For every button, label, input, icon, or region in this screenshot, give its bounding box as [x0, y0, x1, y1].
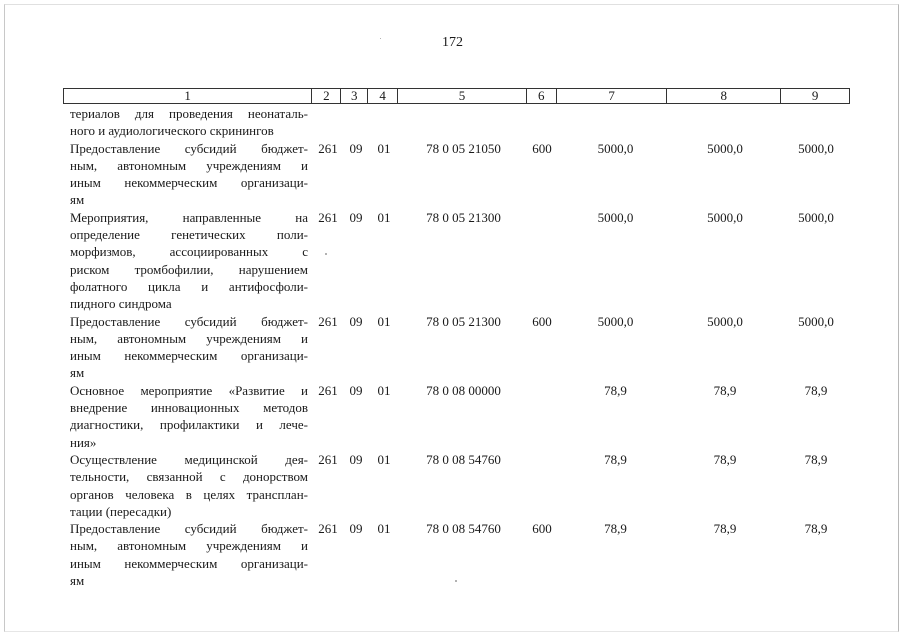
cell-code-5: 78 0 05 21300 [426, 313, 501, 329]
description-line: морфизмов, ассоциированных с [70, 244, 308, 260]
cell-amount-7: 5000,0 [597, 140, 634, 156]
description-line: Мероприятия, направленные на [70, 209, 308, 225]
cell-amount-7: 78,9 [604, 451, 627, 467]
cell-code-2: 261 [318, 209, 338, 225]
cell-code-4: 01 [377, 313, 391, 329]
description-line: Осуществление медицинской дея- [70, 451, 308, 467]
header-col-3: 3 [341, 89, 368, 103]
cell-amount-8: 5000,0 [707, 313, 743, 329]
description-line: териалов для проведения неонаталь- [70, 106, 308, 121]
cell-amount-9: 5000,0 [798, 140, 834, 156]
scan-speck [380, 38, 381, 39]
cell-amount-8: 5000,0 [707, 209, 743, 225]
cell-description [63, 140, 312, 209]
description-line: ным, автономным учреждениям и [70, 157, 308, 173]
header-col-1: 1 [64, 89, 312, 103]
table-row [63, 105, 850, 140]
cell-amount-8: 78,9 [713, 382, 737, 398]
cell-code-4: 01 [377, 382, 391, 398]
description-line: ным, автономным учреждениям и [70, 538, 308, 554]
cell-code-3: 09 [349, 521, 363, 537]
cell-amount-9: 5000,0 [798, 313, 834, 329]
cell-code-2: 261 [318, 521, 338, 537]
cell-amount-9: 5000,0 [798, 209, 834, 225]
description-line: тельности, связанной с донорством [70, 469, 308, 485]
cell-amount-7: 5000,0 [597, 313, 634, 329]
table-row [63, 209, 850, 313]
cell-description [63, 451, 312, 520]
cell-description [63, 382, 312, 451]
description-line: ния» [70, 434, 97, 450]
description-line: определение генетических поли- [70, 227, 308, 243]
cell-code-5: 78 0 08 00000 [426, 382, 501, 398]
cell-amount-9: 78,9 [804, 521, 828, 537]
description-line: риском тромбофилии, нарушением [70, 261, 308, 277]
header-col-4: 4 [368, 89, 398, 103]
cell-amount-9: 78,9 [804, 382, 828, 398]
table-row [63, 382, 850, 451]
header-col-8: 8 [667, 89, 781, 103]
cell-code-3: 09 [349, 140, 363, 156]
cell-code-5: 78 0 08 54760 [426, 521, 501, 537]
description-line: ям [70, 192, 85, 208]
cell-code-4: 01 [377, 521, 391, 537]
scan-speck [455, 580, 457, 582]
description-line: Предоставление субсидий бюджет- [70, 140, 308, 156]
cell-amount-8: 78,9 [713, 521, 737, 537]
cell-amount-9: 78,9 [804, 451, 828, 467]
description-line: тации (пересадки) [70, 503, 172, 519]
table-row [63, 520, 850, 589]
cell-amount-7: 78,9 [604, 382, 627, 398]
table-header [63, 88, 850, 104]
cell-description [63, 209, 312, 313]
description-line: диагностики, профилактики и лече- [70, 417, 308, 433]
description-line: иным некоммерческим организаци- [70, 348, 308, 364]
cell-code-6: 600 [532, 140, 552, 156]
cell-code-2: 261 [318, 451, 338, 467]
cell-code-5: 78 0 05 21050 [426, 140, 501, 156]
header-col-2: 2 [312, 89, 341, 103]
cell-code-6: 600 [532, 313, 552, 329]
cell-code-2: 261 [318, 140, 338, 156]
table-row [63, 140, 850, 209]
description-line: ям [70, 365, 85, 381]
cell-code-3: 09 [349, 209, 363, 225]
table-row [63, 313, 850, 382]
cell-amount-8: 5000,0 [707, 140, 743, 156]
description-line: внедрение инновационных методов [70, 400, 308, 416]
cell-code-4: 01 [377, 140, 391, 156]
cell-code-4: 01 [377, 451, 391, 467]
cell-amount-7: 5000,0 [597, 209, 634, 225]
cell-code-2: 261 [318, 313, 338, 329]
description-line: Предоставление субсидий бюджет- [70, 521, 308, 537]
description-line: органов человека в целях трансплан- [70, 486, 308, 502]
cell-amount-7: 78,9 [604, 521, 627, 537]
description-line: пидного синдрома [70, 296, 172, 312]
cell-code-2: 261 [318, 382, 338, 398]
description-line: ям [70, 573, 85, 589]
header-col-5: 5 [398, 89, 527, 103]
header-col-7: 7 [557, 89, 668, 103]
scan-speck [325, 253, 327, 255]
cell-code-5: 78 0 08 54760 [426, 451, 501, 467]
page-number: 172 [442, 35, 463, 50]
cell-code-5: 78 0 05 21300 [426, 209, 501, 225]
description-line: иным некоммерческим организаци- [70, 555, 308, 571]
cell-code-4: 01 [377, 209, 391, 225]
cell-code-3: 09 [349, 313, 363, 329]
table-row [63, 451, 850, 520]
cell-amount-8: 78,9 [713, 451, 737, 467]
description-line: Основное мероприятие «Развитие и [70, 382, 308, 398]
cell-description [63, 105, 312, 140]
description-line: иным некоммерческим организаци- [70, 175, 308, 191]
header-col-6: 6 [527, 89, 557, 103]
header-col-9: 9 [811, 88, 819, 103]
cell-description [63, 520, 312, 589]
cell-description [63, 313, 312, 382]
cell-code-3: 09 [349, 382, 363, 398]
cell-code-6: 600 [532, 521, 552, 537]
description-line: ного и аудиологического скринингов [70, 123, 274, 139]
description-line: Предоставление субсидий бюджет- [70, 313, 308, 329]
cell-code-3: 09 [349, 451, 363, 467]
description-line: ным, автономным учреждениям и [70, 330, 308, 346]
table-body [63, 105, 850, 589]
description-line: фолатного цикла и антифосфоли- [70, 278, 308, 294]
